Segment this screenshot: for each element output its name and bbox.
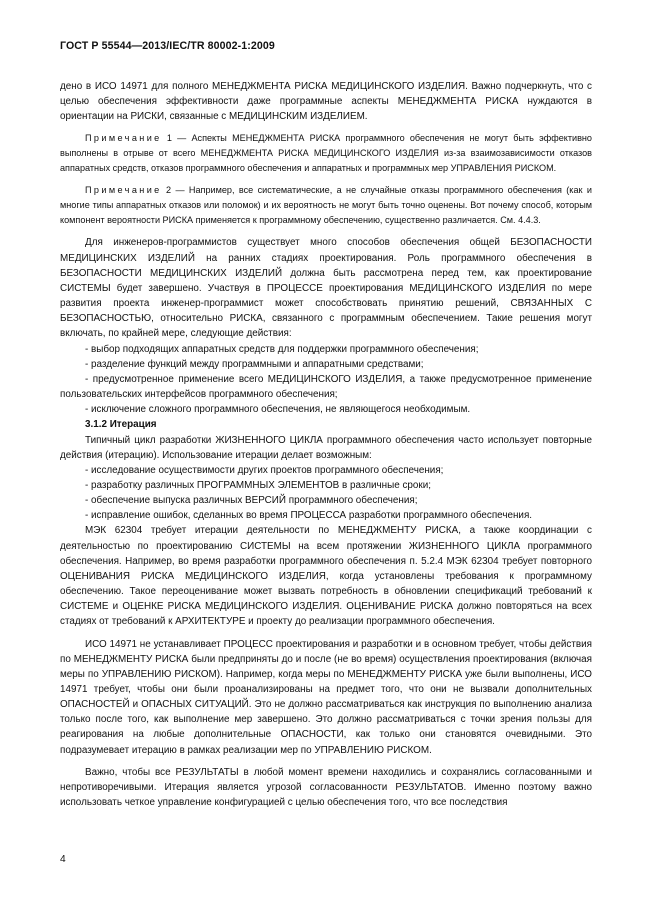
paragraph-engineers: Для инженеров-программистов существует много способов обеспечения общей БЕЗОПАСНОСТИ МЕДИЦИНСКИХ ИЗДЕЛИЙ на ранних стадиях проектирования. Роль программного обеспечения в БЕЗОПАСНОСТИ МЕДИЦИНСКИХ ИЗДЕЛИЙ должна быть рассмотрена перед тем, как проектирование СИСТЕМЫ будет завершено. Участвуя в ПРОЦЕССЕ проектирования МЕДИЦИНСКОГО ИЗДЕЛИЯ по мере развития проекта инженер-программист может способствовать принятию решений, СВЯЗАННЫХ С БЕЗОПАСНОСТЬЮ, относительно РИСКА, связанного с программным обеспечением. Такие решения могут включать, по крайней мере, следующие действия: — [60, 237, 592, 340]
note-2-text: 2 — Например, все систематические, а не случайные отказы программного обеспечения (как и многие типы аппаратных отказов или поломок) и их вероятность не могут быть точно оценены. Вот почему способ, которым компонент вероятности РИСКА применяется к программному обеспечению, существенно различается. См. 4.4.3. — [60, 185, 592, 226]
paragraph-iso14971: ИСО 14971 не устанавливает ПРОЦЕСС проектирования и разработки и в основном требует, чтобы действия по МЕНЕДЖМЕНТУ РИСКА были предприняты до и после (не во время) осуществления проектирования (включая меры по УПРАВЛЕНИЮ РИСКОМ). Например, когда меры по МЕНЕДЖМЕНТУ РИСКА уже были выполнены, ИСО 14971 требует, чтобы они были проанализированы на предмет того, что они не вызвали дополнительных ОПАСНОСТЕЙ и ОПАСНЫХ СИТУАЦИЙ. Это не должно рассматриваться как инструкция по выполнению анализа только после того, как выполнение мер завершено. Это должно рассматриваться с точки зрения пользы для реагирования на любые дополнительные ОПАСНОСТИ, как только они становятся очевидными. Это подразумевает итерацию в рамках реализации мер по УПРАВЛЕНИЮ РИСКОМ. — [60, 638, 592, 756]
list-item: - разделение функций между программными и аппаратными средствами; — [85, 358, 424, 370]
list-item: - разработку различных ПРОГРАММНЫХ ЭЛЕМЕНТОВ в различные сроки; — [85, 479, 431, 491]
section-heading: 3.1.2 Итерация — [85, 419, 157, 431]
list-item: - обеспечение выпуска различных ВЕРСИЙ программного обеспечения; — [85, 495, 418, 507]
paragraph-results: Важно, чтобы все РЕЗУЛЬТАТЫ в любой момент времени находились и сохранялись согласованными и непротиворечивыми. Итерация является угрозой согласованности РЕЗУЛЬТАТОВ. Именно поэтому важно использовать четкое управление конфигурацией с целью обеспечения того, что все последствия — [60, 766, 592, 809]
note-1-label: Примечание — [85, 133, 162, 144]
paragraph-iteration: Типичный цикл разработки ЖИЗНЕННОГО ЦИКЛА программного обеспечения часто использует повторные действия (итерацию). Использование итерации делает возможным: — [60, 434, 592, 461]
note-2-label: Примечание — [85, 185, 162, 196]
page-number: 4 — [60, 854, 66, 865]
paragraph-risk-orientation: дено в ИСО 14971 для полного МЕНЕДЖМЕНТА РИСКА МЕДИЦИНСКОГО ИЗДЕЛИЯ. Важно подчеркнуть, что с целью обеспечения эффективности даже программные аспекты МЕНЕДЖМЕНТА РИСКА нуждаются в ориентации на РИСКИ, связанные с МЕДИЦИНСКИМ ИЗДЕЛИЕМ. — [60, 81, 592, 123]
list-item: - предусмотренное применение всего МЕДИЦИНСКОГО ИЗДЕЛИЯ, а также предусмотренное применение пользовательских интерфейсов программного обеспечения; — [60, 373, 592, 401]
list-item: - исправление ошибок, сделанных во время ПРОЦЕССА разработки программного обеспечения. — [85, 510, 533, 522]
note-1 — [60, 131, 592, 176]
document-header: ГОСТ Р 55544—2013/IEC/TR 80002-1:2009 — [60, 40, 275, 52]
note-1-text: 1 — Аспекты МЕНЕДЖМЕНТА РИСКА программного обеспечения не могут быть эффективно выполнены в отрыве от всего МЕНЕДЖМЕНТА РИСКА МЕДИЦИНСКОГО ИЗДЕЛИЯ из-за взаимозависимости отказов аппаратных средств, отказов программного обеспечения и аппаратных и программных мер УПРАВЛЕНИЯ РИСКОМ. — [60, 133, 592, 174]
list-item: - исключение сложного программного обеспечения, не являющегося необходимым. — [85, 404, 471, 416]
list-item: - выбор подходящих аппаратных средств для поддержки программного обеспечения; — [85, 343, 479, 355]
paragraph-iec62304: МЭК 62304 требует итерации деятельности по МЕНЕДЖМЕНТУ РИСКА, а также координации с деятельностью по проектированию СИСТЕМЫ на всем протяжении ЖИЗНЕННОГО ЦИКЛА программного обеспечения. Например, во время разработки программного обеспечения п. 5.2.4 МЭК 62304 требует повторного ОЦЕНИВАНИЯ РИСКА МЕДИЦИНСКОГО ИЗДЕЛИЯ, когда установлены требования к программному обеспечению. Такое переоценивание может вызвать потребность в обновлении спецификаций требований к СИСТЕМЕ и ОЦЕНКЕ РИСКА МЕДИЦИНСКОГО ИЗДЕЛИЯ. ОЦЕНИВАНИЕ РИСКА должно повторяться на всех стадиях от требований к АРХИТЕКТУРЕ и проекту до реализации программного обеспечения. — [60, 525, 592, 628]
note-2 — [60, 183, 592, 228]
list-item: - исследование осуществимости других проектов программного обеспечения; — [85, 464, 444, 476]
page-body — [60, 79, 592, 810]
